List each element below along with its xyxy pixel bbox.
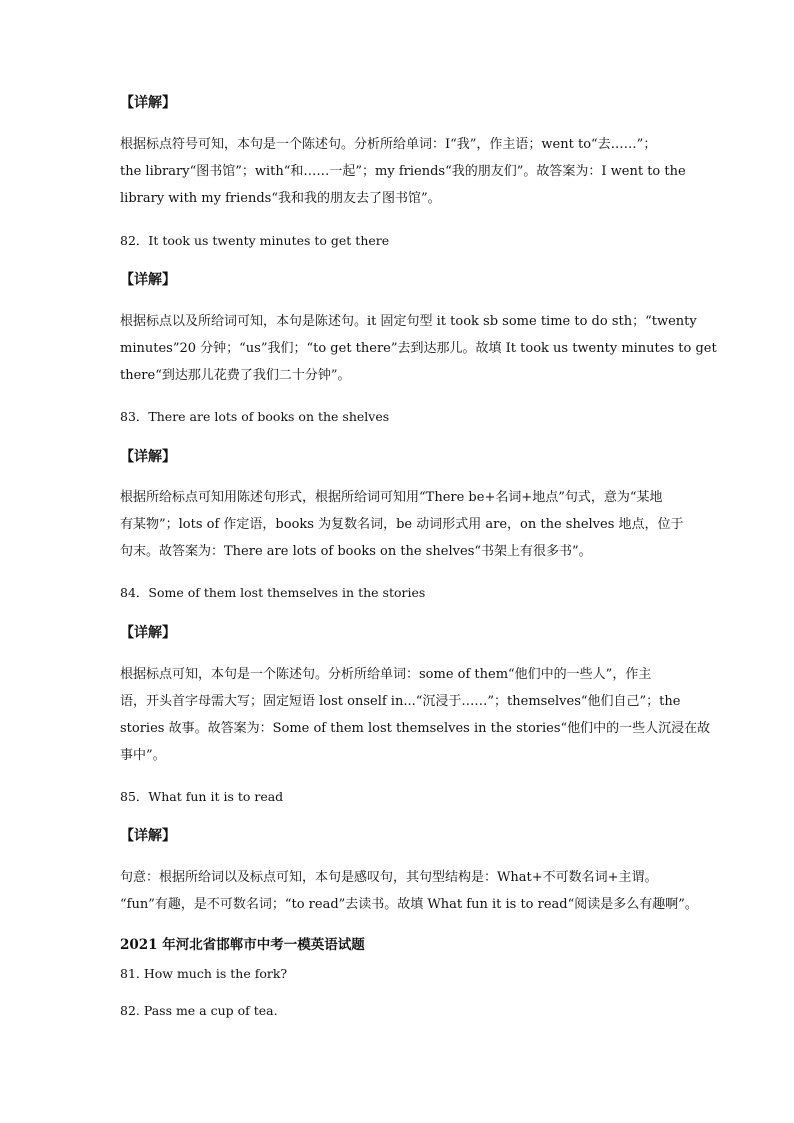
explanation-line: 根据标点可知，本句是一个陈述句。分析所给单词：some of them“他们中的一些人”，作主 bbox=[120, 667, 652, 682]
explanation bbox=[120, 484, 684, 565]
explanation-line: “fun”有趣，是不可数名词；“to read”去读书。故填 What fun it is to read“阅读是多么有趣啊”。 bbox=[120, 897, 698, 912]
explanation-line: 句末。故答案为：There are lots of books on the shelves“书架上有很多书”。 bbox=[120, 544, 592, 559]
question-line: 82. Pass me a cup of tea. bbox=[120, 1003, 278, 1018]
detail-label: 【详解】 bbox=[120, 449, 176, 465]
explanation-line: minutes”20 分钟；“us”我们；“to get there”去到达那儿。故填 It took us twenty minutes to get bbox=[120, 341, 717, 356]
explanation-line: 根据标点符号可知，本句是一个陈述句。分析所给单词：I“我”，作主语；went to“去……”； bbox=[120, 137, 657, 152]
answer-line: 82．It took us twenty minutes to get there bbox=[120, 233, 390, 248]
explanation-line: 句意：根据所给词以及标点可知，本句是感叹句，其句型结构是：What+不可数名词+主谓。 bbox=[120, 870, 658, 885]
explanation-line: 根据标点以及所给词可知，本句是陈述句。it 固定句型 it took sb some time to do sth；“twenty bbox=[120, 314, 697, 329]
section-title: 2021 年河北省邯郸市中考一模英语试题 bbox=[120, 937, 365, 953]
explanation-line: 根据所给标点可知用陈述句形式，根据所给词可知用“There be+名词+地点”句式，意为“某地 bbox=[120, 490, 663, 505]
explanation-line: stories 故事。故答案为：Some of them lost themselves in the stories“他们中的一些人沉浸在故 bbox=[120, 721, 711, 736]
detail-label: 【详解】 bbox=[120, 828, 176, 844]
explanation bbox=[120, 864, 698, 918]
explanation-line: 事中”。 bbox=[120, 748, 166, 763]
answer-line: 85．What fun it is to read bbox=[120, 789, 284, 804]
answer-line: 84．Some of them lost themselves in the stories bbox=[120, 585, 426, 600]
explanation-line: 有某物”；lots of 作定语，books 为复数名词，be 动词形式用 are，on the shelves 地点，位于 bbox=[120, 517, 684, 532]
explanation-line: 语，开头首字母需大写；固定短语 lost onself in...“沉浸于……”；themselves“他们自己”；the bbox=[120, 694, 681, 709]
explanation-line: there“到达那儿花费了我们二十分钟”。 bbox=[120, 368, 351, 383]
detail-label: 【详解】 bbox=[120, 625, 176, 641]
explanation bbox=[120, 131, 686, 212]
explanation bbox=[120, 661, 711, 769]
explanation bbox=[120, 308, 717, 389]
answer-line: 83．There are lots of books on the shelves bbox=[120, 409, 390, 424]
explanation-line: library with my friends“我和我的朋友去了图书馆”。 bbox=[120, 191, 441, 206]
question-line: 81. How much is the fork? bbox=[120, 966, 288, 981]
detail-label: 【详解】 bbox=[120, 272, 176, 288]
detail-label: 【详解】 bbox=[120, 95, 176, 111]
explanation-line: the library“图书馆”；with“和……一起”；my friends“我的朋友们”。故答案为：I went to the bbox=[120, 164, 686, 179]
